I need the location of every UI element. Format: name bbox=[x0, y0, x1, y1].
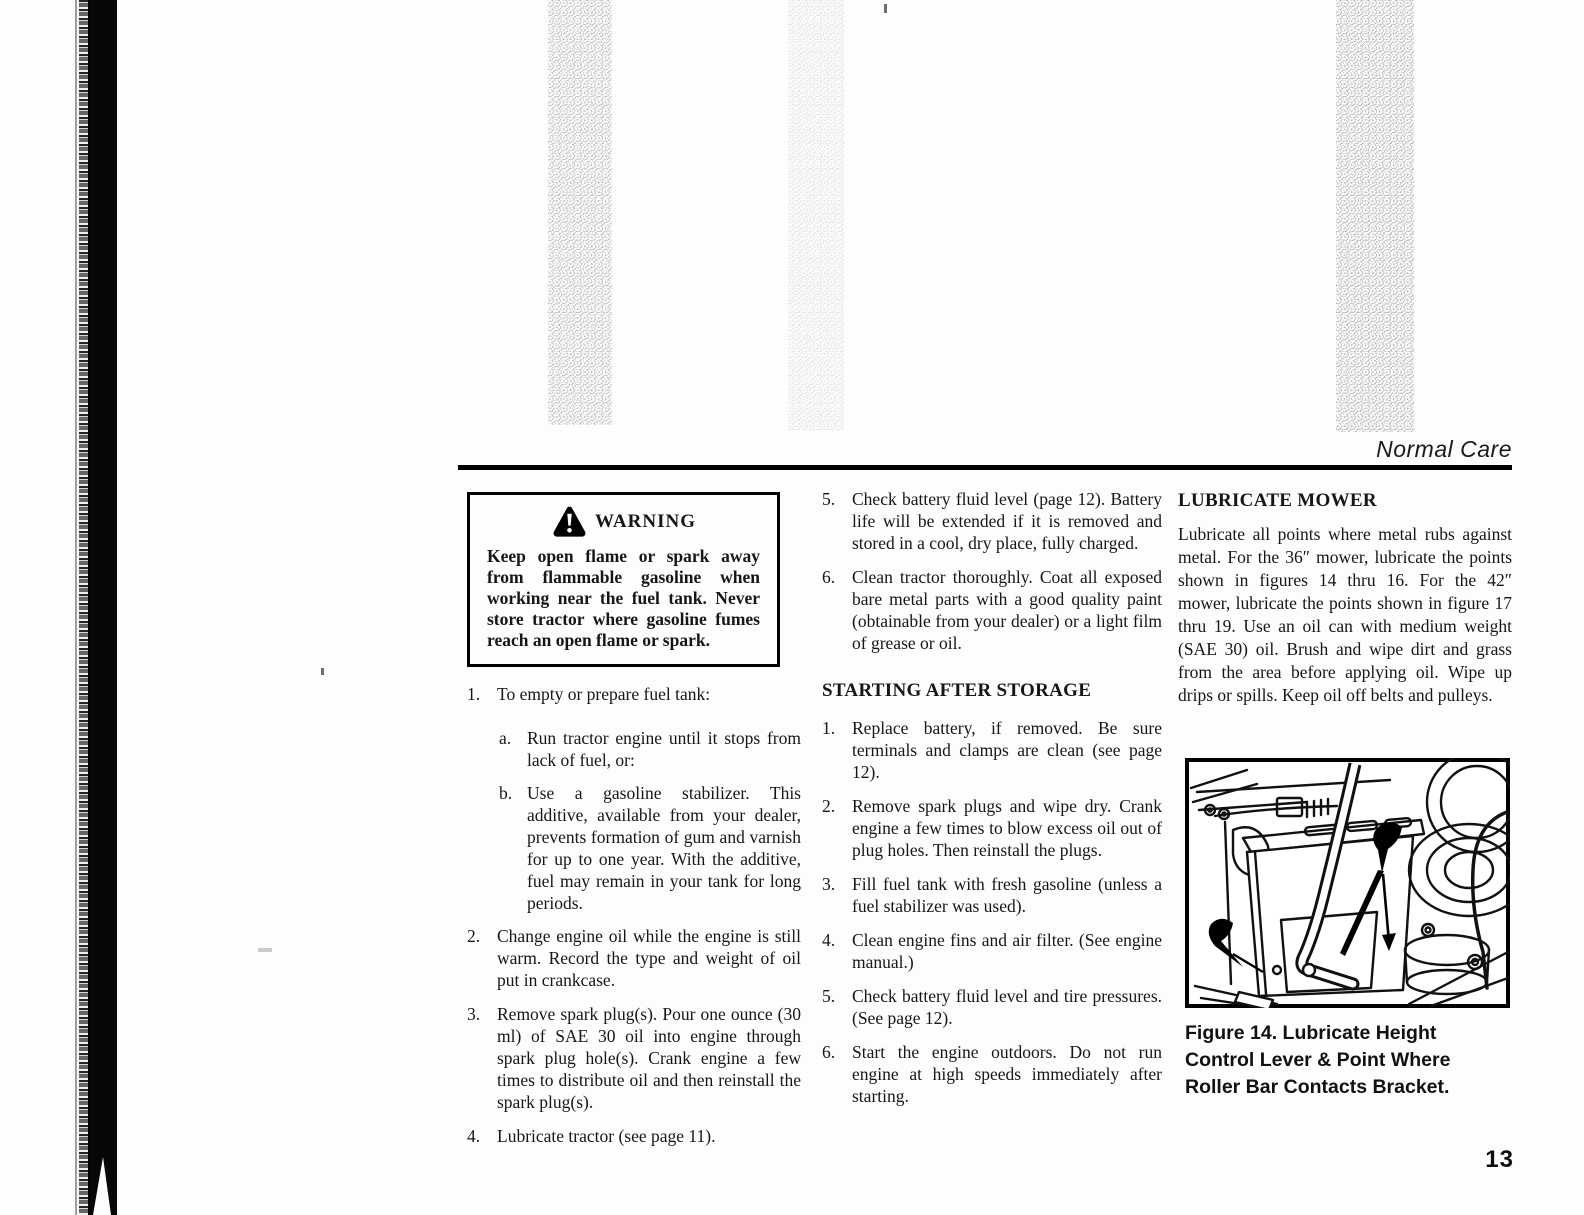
item-text: Use a gasoline stabilizer. This additive, available from your dealer, prevents formation of gum and varnish for up to one year. With the additive, fuel may remain in your tank for long periods. bbox=[527, 783, 801, 913]
binding-bar bbox=[88, 0, 117, 1215]
warning-title: WARNING bbox=[595, 510, 696, 532]
left-column bbox=[467, 492, 801, 1159]
item-text: Remove spark plugs and wipe dry. Crank engine a few times to blow excess oil out of plug holes. Then reinstall the plugs. bbox=[852, 796, 1162, 860]
scan-noise-band bbox=[1336, 0, 1414, 432]
list-item bbox=[467, 925, 801, 991]
item-text: Change engine oil while the engine is still warm. Record the type and weight of oil put in crankcase. bbox=[497, 926, 801, 990]
item-text: Check battery fluid level (page 12). Battery life will be extended if it is removed and stored in a cool, dry place, fully charged. bbox=[852, 489, 1162, 553]
warning-text: Keep open flame or spark away from flammable gasoline when working near the fuel tank. Never store tractor where gasoline fumes reach an open flame or spark. bbox=[487, 546, 760, 650]
scan-speck bbox=[884, 4, 887, 13]
item-number: 5. bbox=[822, 986, 836, 1006]
middle-column bbox=[822, 488, 1162, 1119]
list-item bbox=[822, 566, 1162, 654]
item-number: 1. bbox=[467, 684, 481, 704]
page-number: 13 bbox=[1485, 1146, 1514, 1173]
item-number: 4. bbox=[822, 930, 836, 950]
item-text: Clean tractor thoroughly. Coat all exposed bare metal parts with a good quality paint (obtainable from your dealer) or a light film of grease or oil. bbox=[852, 567, 1162, 653]
scan-speck bbox=[321, 668, 324, 675]
list-subitem bbox=[499, 782, 801, 914]
scan-noise-band bbox=[548, 0, 612, 425]
item-number: 3. bbox=[822, 874, 836, 894]
item-number: 5. bbox=[822, 489, 836, 509]
list-item bbox=[822, 985, 1162, 1029]
warning-box bbox=[467, 492, 780, 667]
right-column bbox=[1178, 490, 1512, 1098]
section-heading-starting-after-storage: STARTING AFTER STORAGE bbox=[822, 680, 1092, 701]
item-text: Replace battery, if removed. Be sure terminals and clamps are clean (see page 12). bbox=[852, 718, 1162, 782]
scan-edge-line bbox=[75, 0, 77, 1215]
lubricate-mower-paragraph: Lubricate all points where metal rubs against metal. For the 36″ mower, lubricate the points shown in figures 14 thru 16. For the 42″ mower, lubricate the points shown in figure 17 thru 19. Use an oil can with medium weight (SAE 30) oil. Brush and wipe dirt and grass from the area before applying oil. Wipe up drips or spills. Keep oil off belts and pulleys. bbox=[1178, 524, 1512, 705]
running-header: Normal Care bbox=[1376, 436, 1512, 462]
list-item bbox=[822, 717, 1162, 783]
section-heading-lubricate-mower: LUBRICATE MOWER bbox=[1178, 490, 1377, 511]
item-letter: a. bbox=[499, 728, 512, 748]
item-text: To empty or prepare fuel tank: bbox=[497, 684, 711, 704]
item-text: Lubricate tractor (see page 11). bbox=[497, 1126, 716, 1146]
item-text: Run tractor engine until it stops from lack of fuel, or: bbox=[527, 728, 801, 770]
list-item bbox=[822, 929, 1162, 973]
item-text: Clean engine fins and air filter. (See engine manual.) bbox=[852, 930, 1162, 972]
item-number: 2. bbox=[822, 796, 836, 816]
item-text: Check battery fluid level and tire pressures. (See page 12). bbox=[852, 986, 1162, 1028]
item-letter: b. bbox=[499, 783, 513, 803]
list-item bbox=[467, 1003, 801, 1113]
warning-triangle-icon bbox=[551, 505, 588, 538]
figure-14-caption: Figure 14. Lubricate Height Control Lever & Point Where Roller Bar Contacts Bracket. bbox=[1185, 1022, 1451, 1098]
item-number: 6. bbox=[822, 1042, 836, 1062]
item-number: 2. bbox=[467, 926, 481, 946]
list-subitem bbox=[499, 727, 801, 771]
list-item bbox=[822, 795, 1162, 861]
scan-noise-band bbox=[788, 0, 844, 430]
list-item bbox=[822, 873, 1162, 917]
warning-header bbox=[487, 505, 760, 538]
item-text: Remove spark plug(s). Pour one ounce (30 ml) of SAE 30 oil into engine through spark plug hole(s). Crank engine a few times to distribute oil and then reinstall the spark plug(s). bbox=[497, 1004, 801, 1112]
list-item bbox=[822, 488, 1162, 554]
item-number: 3. bbox=[467, 1004, 481, 1024]
list-item bbox=[467, 683, 801, 715]
list-item bbox=[822, 1041, 1162, 1107]
item-number: 1. bbox=[822, 718, 836, 738]
item-number: 4. bbox=[467, 1126, 481, 1146]
item-text: Fill fuel tank with fresh gasoline (unless a fuel stabilizer was used). bbox=[852, 874, 1162, 916]
list-item bbox=[467, 1125, 801, 1147]
figure-14-illustration bbox=[1185, 758, 1510, 1008]
item-number: 6. bbox=[822, 567, 836, 587]
header-rule bbox=[458, 465, 1512, 470]
scan-speck bbox=[258, 948, 272, 952]
item-text: Start the engine outdoors. Do not run engine at high speeds immediately after starting. bbox=[852, 1042, 1162, 1106]
figure-14 bbox=[1185, 758, 1510, 1101]
